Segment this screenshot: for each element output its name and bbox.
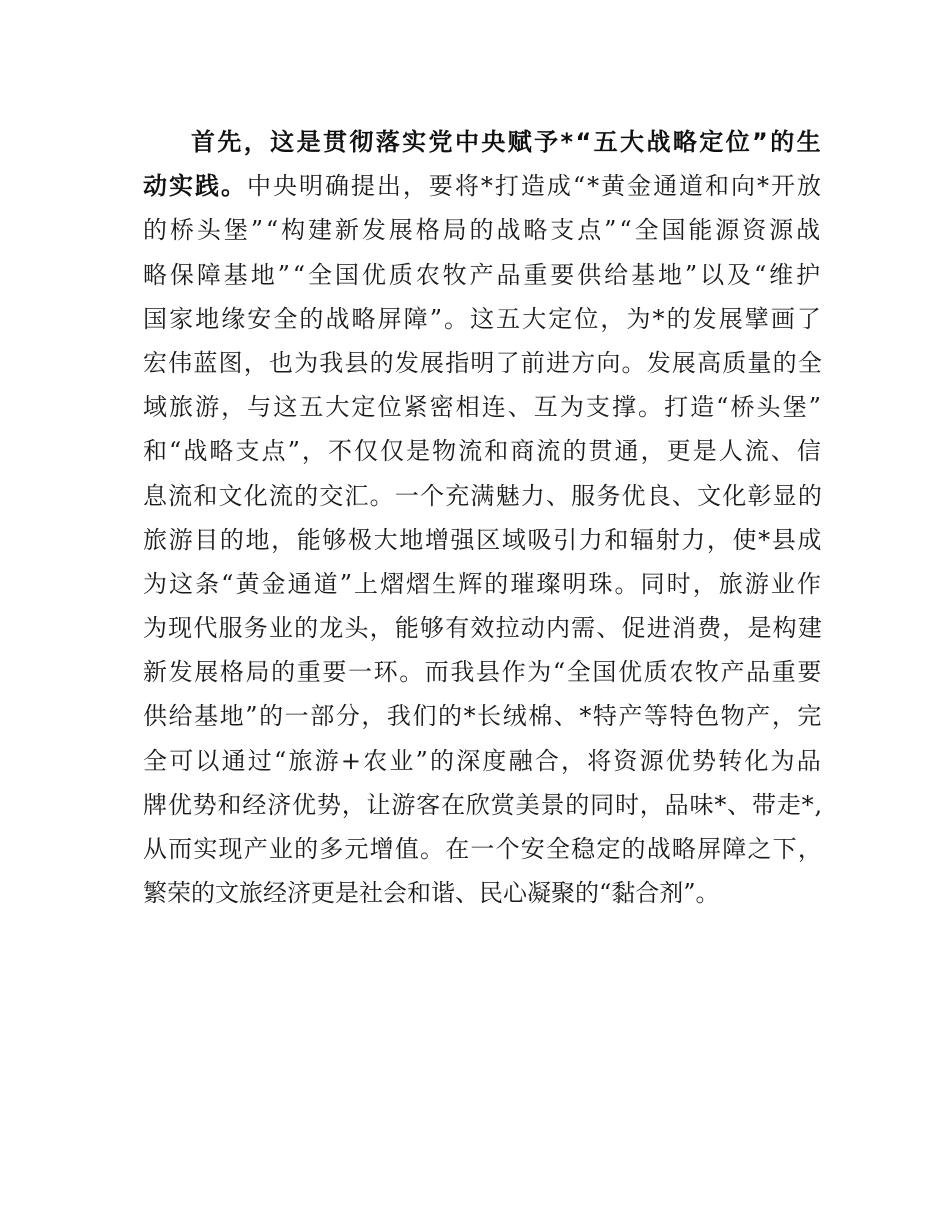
body-text: 略保障基地”“全国优质农牧产品重要供给基地”以及“维护 bbox=[143, 260, 823, 289]
body-text: 域旅游，与这五大定位紧密相连、互为支撑。打造“桥头堡” bbox=[143, 393, 823, 422]
text-line bbox=[143, 429, 823, 473]
body-text: 供给基地”的一部分，我们的*长绒棉、*特产等特色物产，完 bbox=[143, 702, 823, 731]
body-text: 牌优势和经济优势，让游客在欣赏美景的同时，品味*、带走*, bbox=[143, 790, 823, 819]
text-line bbox=[143, 650, 823, 694]
body-text: 为这条“黄金通道”上熠熠生辉的璀璨明珠。同时，旅游业作 bbox=[143, 569, 823, 598]
text-line bbox=[143, 208, 823, 252]
text-line bbox=[143, 253, 823, 297]
text-line bbox=[143, 871, 823, 915]
text-line bbox=[143, 827, 823, 871]
body-paragraph bbox=[143, 120, 823, 915]
body-text: 和“战略支点”，不仅仅是物流和商流的贯通，更是人流、信 bbox=[143, 437, 823, 466]
text-line bbox=[143, 474, 823, 518]
body-text: 中央明确提出，要将*打造成“*黄金通道和向*开放 bbox=[246, 172, 823, 201]
body-text: 为现代服务业的龙头，能够有效拉动内需、促进消费，是构建 bbox=[143, 614, 823, 643]
text-line bbox=[143, 341, 823, 385]
text-line bbox=[143, 164, 823, 208]
text-line bbox=[143, 120, 823, 164]
body-text: 繁荣的文旅经济更是社会和谐、民心凝聚的“黏合剂”。 bbox=[143, 879, 720, 908]
body-text: 从而实现产业的多元增值。在一个安全稳定的战略屏障之下， bbox=[143, 835, 823, 863]
body-text: 全可以通过“旅游+农业”的深度融合，将资源优势转化为品 bbox=[143, 746, 823, 775]
body-text: 旅游目的地，能够极大地增强区域吸引力和辐射力，使*县成 bbox=[143, 525, 823, 554]
text-line bbox=[143, 562, 823, 606]
text-line bbox=[143, 739, 823, 783]
body-text: 国家地缘安全的战略屏障”。这五大定位，为*的发展擘画了 bbox=[143, 304, 823, 333]
text-line bbox=[143, 606, 823, 650]
body-text: 的桥头堡”“构建新发展格局的战略支点”“全国能源资源战 bbox=[143, 216, 823, 245]
lead-sentence: 首先，这是贯彻落实党中央赋予*“五大战略定位”的生 bbox=[191, 128, 823, 156]
text-line bbox=[143, 297, 823, 341]
text-line bbox=[143, 385, 823, 429]
text-line bbox=[143, 783, 823, 827]
body-text: 宏伟蓝图，也为我县的发展指明了前进方向。发展高质量的全 bbox=[143, 348, 823, 377]
text-line bbox=[143, 694, 823, 738]
body-text: 息流和文化流的交汇。一个充满魅力、服务优良、文化彰显的 bbox=[143, 481, 823, 510]
lead-sentence: 动实践。 bbox=[143, 172, 247, 201]
text-line bbox=[143, 518, 823, 562]
body-text: 新发展格局的重要一环。而我县作为“全国优质农牧产品重要 bbox=[143, 658, 823, 687]
